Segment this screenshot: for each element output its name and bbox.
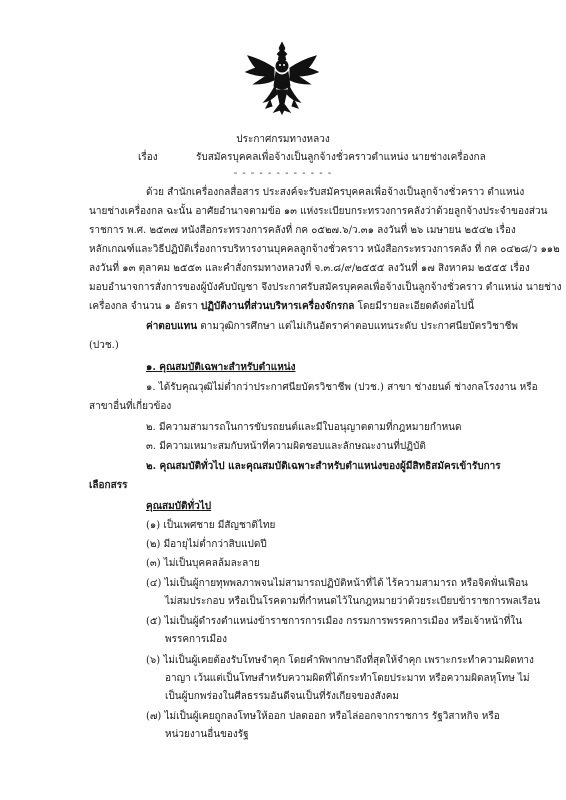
- intro-line-5: ลงวันที่ ๑๓ ตุลาคม ๒๕๕๓ และคำสั่งกรมทางหลวงที่ จ.๓.๘/๙/๒๕๕๕ ลงวันที่ ๑๗ สิงหาคม ๒๕๕๕ เรื่อง: [89, 263, 530, 274]
- qualification-7-cont: หน่วยงานอื่นของรัฐ: [165, 729, 249, 740]
- qualification-6: (๖) ไม่เป็นผู้เคยต้องรับโทษจำคุก โดยคำพิพากษาถึงที่สุดให้จำคุก เพราะกระทำความผิดทาง: [146, 655, 534, 666]
- qualification-7: (๗) ไม่เป็นผู้เคยถูกลงโทษให้ออก ปลดออก หรือไล่ออกจากราชการ รัฐวิสาหกิจ หรือ: [146, 711, 500, 722]
- subject-text: รับสมัครบุคคลเพื่อจ้างเป็นลูกจ้างชั่วคราวตำแหน่ง นายช่างเครื่องกล: [196, 152, 486, 163]
- section2-heading-cont: เลือกสรร: [89, 480, 128, 491]
- section1-item2: ๒. มีความสามารถในการขับรถยนต์และมีใบอนุญาตตามที่กฎหมายกำหนด: [146, 422, 462, 433]
- intro-line-7: [89, 300, 474, 314]
- section1-item3: ๓. มีความเหมาะสมกับหน้าที่ความผิดชอบและลักษณะงานที่ปฏิบัติ: [146, 441, 426, 452]
- qualification-6-cont-1: อาญา เว้นแต่เป็นโทษสำหรับความผิดที่ได้กระทำโดยประมาท หรือความผิดลหุโทษ ไม่: [165, 673, 530, 684]
- qualification-2: (๒) มีอายุไม่ต่ำกว่าสิบแปดปี: [146, 539, 267, 550]
- wage-text: ตามวุฒิการศึกษา แต่ไม่เกินอัตราค่าตอบแทนระดับ ประกาศนียบัตรวิชาชีพ: [197, 321, 518, 332]
- qualification-6-cont-2: เป็นผู้บกพร่องในศีลธรรมอันดีจนเป็นที่รังเกียจของสังคม: [165, 691, 400, 702]
- work-unit: ปฏิบัติงานที่ส่วนบริหารเครื่องจักรกล: [200, 301, 355, 312]
- garuda-emblem-icon: [244, 38, 320, 116]
- section2-heading: ๒. คุณสมบัติทั่วไป และคุณสมบัติเฉพาะสำหรับตำแหน่งของผู้มีสิทธิสมัครเข้ารับการ: [146, 461, 501, 472]
- wage-continuation: (ปวช.): [89, 340, 119, 351]
- intro-line-1: ด้วย สำนักเครื่องกลสื่อสาร ประสงค์จะรับสมัครบุคคลเพื่อจ้างเป็นลูกจ้างชั่วคราว ตำแหน่ง: [146, 187, 525, 198]
- section1-heading: ๑. คุณสมบัติเฉพาะสำหรับตำแหน่ง: [146, 362, 296, 373]
- qualification-3: (๓) ไม่เป็นบุคคลล้มละลาย: [146, 558, 260, 569]
- intro-line-3: ราชการ พ.ศ. ๒๕๓๗ หนังสือกระทรวงการคลังที่ กค ๐๕๒๗.๖/ว.๓๑ ลงวันที่ ๒๖ เมษายน ๒๕๔๒ เรื่อง: [89, 225, 516, 236]
- wage-label: ค่าตอบแทน: [146, 321, 198, 332]
- qualification-1: (๑) เป็นเพศชาย มีสัญชาติไทย: [146, 520, 276, 531]
- general-qualifications-heading: คุณสมบัติทั่วไป: [146, 501, 212, 512]
- section1-item1-cont: สาขาอื่นที่เกี่ยวข้อง: [89, 401, 172, 412]
- qualification-5: (๕) ไม่เป็นผู้ดำรงตำแหน่งข้าราชการการเมือง กรรมการพรรคการเมือง หรือเจ้าหน้าที่ใน: [146, 616, 523, 627]
- intro-last-tail: โดยมีรายละเอียดดังต่อไปนี้: [354, 301, 475, 312]
- qualification-4: (๔) ไม่เป็นผู้กายทุพพลภาพจนไม่สามารถปฏิบัติหน้าที่ได้ ไร้ความสามารถ หรือจิตฟั่นเฟือน: [146, 578, 528, 589]
- qualification-5-cont: พรรคการเมือง: [165, 634, 227, 645]
- intro-line-6: มอบอำนาจการสั่งการของผู้บังคับบัญชา จึงประกาศรับสมัครบุคคลเพื่อจ้างเป็นลูกจ้างชั่วคราว ตำแหน่ง นายช่าง: [89, 282, 562, 293]
- subject-label: เรื่อง: [138, 152, 158, 163]
- intro-line-4: หลักเกณฑ์และวิธีปฏิบัติเรื่องการบริหารงานบุคคลลูกจ้างชั่วคราว หนังสือกระทรวงการคลัง ที่ กค ๐๔๒๘/ว ๑๑๒: [89, 244, 560, 255]
- announcement-title: ประกาศกรมทางหลวง: [236, 134, 330, 145]
- wage-line: [146, 320, 518, 334]
- intro-last-plain: เครื่องกล จำนวน ๑ อัตรา: [89, 301, 201, 312]
- qualification-4-cont: ไม่สมประกอบ หรือเป็นโรคตามที่กำหนดไว้ในกฎหมายว่าด้วยระเบียบข้าราชการพลเรือน: [165, 596, 541, 607]
- separator: - - - - - - - - - - - -: [233, 168, 333, 179]
- intro-line-2: นายช่างเครื่องกล ฉะนั้น อาศัยอำนาจตามข้อ ๑๓ แห่งระเบียบกระทรวงการคลังว่าด้วยลูกจ้างประจำของส่วน: [89, 206, 548, 217]
- section1-item1: ๑. ได้รับคุณวุฒิไม่ต่ำกว่าประกาศนียบัตรวิชาชีพ (ปวช.) สาขา ช่างยนต์ ช่างกลโรงงาน หรือ: [146, 382, 538, 393]
